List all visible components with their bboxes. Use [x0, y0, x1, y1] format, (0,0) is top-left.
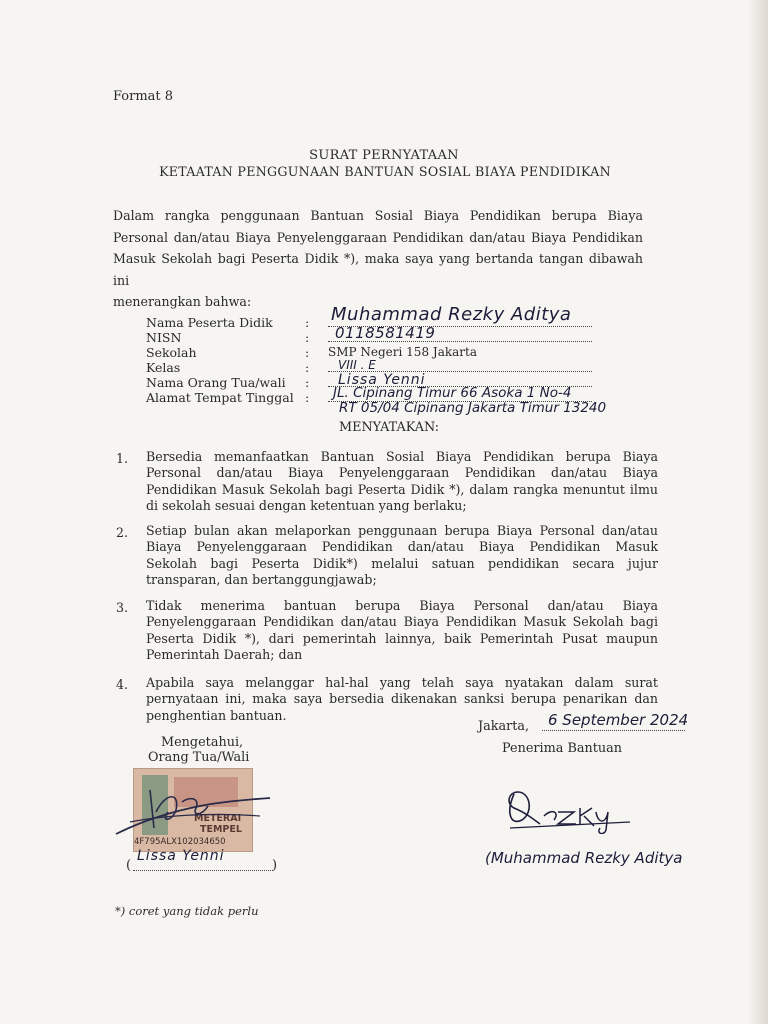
- school-value: SMP Negeri 158 Jakarta: [328, 345, 477, 359]
- date-line: [542, 730, 685, 731]
- guardian-signature: [110, 782, 280, 846]
- item-number: 4.: [116, 677, 129, 692]
- field-colon: :: [305, 390, 310, 405]
- stamp-code: 4F795ALX102034650: [134, 837, 226, 847]
- guardian-name-line: [133, 870, 273, 871]
- receiver-signature: [500, 782, 640, 838]
- item-text: [146, 523, 658, 589]
- field-label: Nama Orang Tua/wali: [146, 375, 286, 390]
- field-colon: :: [305, 315, 310, 330]
- item-line: Personal dan/atau Biaya Penyelenggaraan Pendidikan dan/atau Biaya: [146, 465, 658, 481]
- field-colon: :: [305, 330, 310, 345]
- date-handwritten: 6 September 2024: [548, 711, 689, 729]
- item-line: Setiap bulan akan melaporkan penggunaan berupa Biaya Personal dan/atau: [146, 523, 658, 538]
- field-label: NISN: [146, 330, 182, 345]
- item-number: 3.: [116, 600, 129, 615]
- intro-line: Personal dan/atau Biaya Penyelenggaraan Pendidikan dan/atau Biaya Pendidikan: [113, 229, 643, 245]
- item-line: Penyelenggaraan Pendidikan dan/atau Biaya Pendidikan Masuk Sekolah bagi: [146, 614, 658, 630]
- field-label: Kelas: [146, 360, 181, 375]
- item-line: Tidak menerima bantuan berupa Biaya Personal dan/atau Biaya: [146, 598, 658, 613]
- footnote: *) coret yang tidak perlu: [115, 904, 259, 918]
- field-colon: :: [305, 360, 310, 375]
- intro-line: Masuk Sekolah bagi Peserta Didik *), maka saya yang bertanda tangan dibawah ini: [113, 251, 643, 288]
- known-label: Mengetahui,: [161, 735, 244, 750]
- item-line: transparan, dan bertanggungjawab;: [146, 572, 377, 588]
- field-colon: :: [305, 345, 310, 360]
- item-line: Pendidikan Masuk Sekolah bagi Peserta Didik *), dalam rangka menuntut ilmu: [146, 481, 658, 497]
- declare-label: MENYATAKAN:: [339, 420, 440, 435]
- item-line: Sekolah bagi Peserta Didik*) melalui satuan pendidikan secara jujur: [146, 555, 658, 571]
- item-line: Apabila saya melanggar hal-hal yang telah saya nyatakan dalam surat: [146, 675, 658, 690]
- item-text: [146, 449, 658, 515]
- place-label: Jakarta,: [478, 719, 530, 734]
- item-line: Peserta Didik *), dari pemerintah lainnya, baik Pemerintah Pusat maupun: [146, 630, 658, 646]
- intro-line: Dalam rangka penggunaan Bantuan Sosial Biaya Pendidikan berupa Biaya: [113, 208, 643, 223]
- guardian-role-label: Orang Tua/Wali: [148, 750, 250, 765]
- item-number: 1.: [116, 451, 129, 466]
- field-label: Alamat Tempat Tinggal: [146, 390, 294, 405]
- guardian-bracket-close: ): [272, 858, 278, 873]
- item-text: [146, 598, 658, 664]
- document-subtitle: KETAATAN PENGGUNAAN BANTUAN SOSIAL BIAYA PENDIDIKAN: [159, 164, 611, 179]
- class-handwritten: VIII . E: [338, 358, 376, 372]
- guardian-name-handwritten: Lissa Yenni: [338, 372, 426, 388]
- guardian-name-signed: Lissa Yenni: [137, 848, 225, 864]
- format-label: Format 8: [113, 89, 174, 104]
- item-line: Bersedia memanfaatkan Bantuan Sosial Biaya Pendidikan berupa Biaya: [146, 449, 658, 464]
- item-line: Biaya Penyelenggaraan Pendidikan dan/atau Biaya Pendidikan Masuk: [146, 539, 658, 555]
- item-line: pernyataan ini, maka saya bersedia dikenakan sanksi berupa penarikan dan: [146, 691, 658, 707]
- item-line: Pemerintah Daerah; dan: [146, 647, 303, 663]
- item-line: di sekolah sesuai dengan ketentuan yang berlaku;: [146, 498, 467, 514]
- guardian-bracket-open: (: [126, 858, 132, 873]
- stamp-text: TEMPEL: [200, 824, 242, 835]
- field-label: Sekolah: [146, 345, 197, 360]
- receiver-name-handwritten: (Muhammad Rezky Aditya: [485, 849, 683, 867]
- field-colon: :: [305, 375, 310, 390]
- intro-paragraph: [113, 205, 643, 313]
- item-number: 2.: [116, 525, 129, 540]
- address-line2-handwritten: RT 05/04 Cipinang Jakarta Timur 13240: [339, 400, 607, 416]
- document-title: SURAT PERNYATAAN: [309, 148, 459, 163]
- address-handwritten: JL. Cipinang Timur 66 Asoka 1 No-4: [333, 385, 572, 401]
- item-line: penghentian bantuan.: [146, 707, 287, 723]
- student-name-handwritten: Muhammad Rezky Aditya: [331, 304, 572, 325]
- nisn-handwritten: 0118581419: [335, 324, 436, 342]
- stamp-text: METERAI: [194, 813, 242, 824]
- intro-line: menerangkan bahwa:: [113, 294, 252, 309]
- receiver-label: Penerima Bantuan: [502, 741, 622, 756]
- field-label: Nama Peserta Didik: [146, 315, 273, 330]
